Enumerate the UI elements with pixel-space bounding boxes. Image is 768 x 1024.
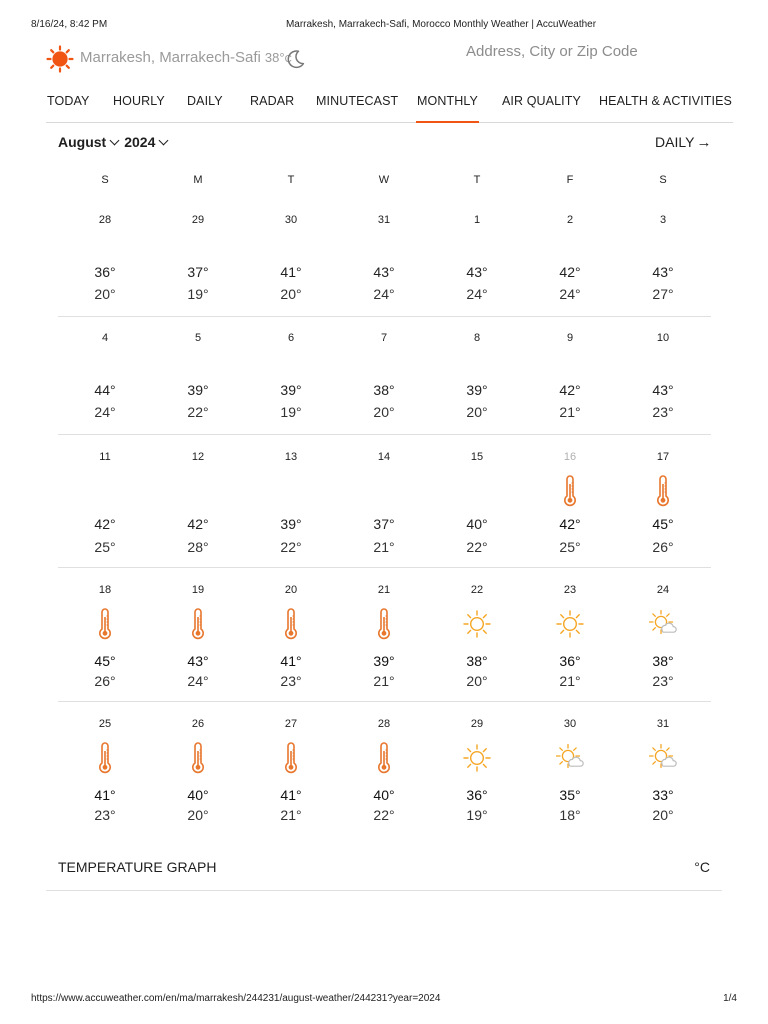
- print-page-number: 1/4: [723, 993, 737, 1004]
- calendar-day-cell[interactable]: [540, 214, 600, 316]
- tab-hourly[interactable]: HOURLY: [113, 94, 165, 108]
- main-nav: [46, 88, 733, 123]
- day-number: 26: [191, 718, 205, 730]
- day-number: 16: [563, 451, 577, 463]
- calendar-day-cell[interactable]: [447, 451, 507, 567]
- thermometer-icon: [91, 608, 119, 640]
- day-number: 18: [98, 584, 112, 596]
- calendar-day-cell[interactable]: [354, 451, 414, 567]
- chevron-down-icon: [159, 136, 169, 146]
- thermometer-icon: [184, 742, 212, 774]
- high-temperature: 39°: [373, 653, 395, 669]
- low-temperature: 21°: [280, 807, 302, 823]
- low-temperature: 20°: [373, 404, 395, 420]
- high-temperature: 38°: [466, 653, 488, 669]
- calendar-day-cell[interactable]: [540, 718, 600, 828]
- low-temperature: 22°: [466, 539, 488, 555]
- calendar-day-cell[interactable]: [75, 332, 135, 434]
- high-temperature: 37°: [187, 264, 209, 280]
- calendar-day-cell[interactable]: [354, 214, 414, 316]
- high-temperature: 40°: [466, 516, 488, 532]
- calendar-day-cell[interactable]: [633, 214, 693, 316]
- calendar-day-cell[interactable]: [447, 718, 507, 828]
- low-temperature: 21°: [373, 673, 395, 689]
- day-number: 21: [377, 584, 391, 596]
- low-temperature: 20°: [187, 807, 209, 823]
- high-temperature: 43°: [373, 264, 395, 280]
- high-temperature: 35°: [559, 787, 581, 803]
- day-number: 28: [377, 718, 391, 730]
- weekday-label: F: [566, 174, 574, 186]
- high-temperature: 42°: [559, 382, 581, 398]
- high-temperature: 40°: [373, 787, 395, 803]
- period-selector: [58, 134, 173, 150]
- calendar-day-cell[interactable]: [447, 214, 507, 316]
- low-temperature: 23°: [652, 673, 674, 689]
- weekday-label: W: [378, 174, 390, 186]
- tab-minutecast[interactable]: MINUTECAST: [316, 94, 399, 108]
- moon-icon: [284, 48, 306, 70]
- calendar-day-cell[interactable]: [354, 584, 414, 701]
- day-number: 13: [284, 451, 298, 463]
- arrow-right-icon: →: [696, 134, 712, 151]
- calendar-week-row: [58, 332, 711, 435]
- day-number: 29: [470, 718, 484, 730]
- low-temperature: 24°: [187, 673, 209, 689]
- high-temperature: 39°: [280, 516, 302, 532]
- day-number: 15: [470, 451, 484, 463]
- day-number: 14: [377, 451, 391, 463]
- calendar-day-cell[interactable]: [261, 584, 321, 701]
- low-temperature: 19°: [466, 807, 488, 823]
- temperature-graph-header: [46, 857, 722, 891]
- thermometer-icon: [184, 608, 212, 640]
- high-temperature: 37°: [373, 516, 395, 532]
- tab-daily[interactable]: DAILY: [187, 94, 223, 108]
- day-number: 27: [284, 718, 298, 730]
- high-temperature: 42°: [559, 264, 581, 280]
- tab-health-activities[interactable]: HEALTH & ACTIVITIES: [599, 94, 732, 108]
- high-temperature: 45°: [94, 653, 116, 669]
- day-number: 2: [566, 214, 574, 226]
- day-number: 9: [566, 332, 574, 344]
- high-temperature: 42°: [94, 516, 116, 532]
- calendar-day-cell[interactable]: [633, 718, 693, 828]
- high-temperature: 43°: [652, 382, 674, 398]
- sun-icon: [463, 742, 491, 774]
- calendar-day-cell[interactable]: [261, 332, 321, 434]
- weekday-label: S: [101, 174, 109, 186]
- day-number: 7: [380, 332, 388, 344]
- high-temperature: 36°: [559, 653, 581, 669]
- calendar-day-cell[interactable]: [354, 332, 414, 434]
- thermometer-icon: [556, 475, 584, 507]
- day-number: 17: [656, 451, 670, 463]
- day-number: 10: [656, 332, 670, 344]
- partly-cloudy-icon: [649, 742, 677, 774]
- chevron-down-icon: [110, 136, 120, 146]
- calendar-week-row: [58, 214, 711, 317]
- low-temperature: 20°: [94, 286, 116, 302]
- day-number: 31: [377, 214, 391, 226]
- calendar-day-cell[interactable]: [447, 332, 507, 434]
- tab-air-quality[interactable]: AIR QUALITY: [502, 94, 581, 108]
- low-temperature: 20°: [280, 286, 302, 302]
- sun-icon: [463, 608, 491, 640]
- low-temperature: 24°: [466, 286, 488, 302]
- tab-radar[interactable]: RADAR: [250, 94, 295, 108]
- calendar-day-cell[interactable]: [168, 718, 228, 828]
- day-number: 4: [101, 332, 109, 344]
- high-temperature: 38°: [373, 382, 395, 398]
- calendar-day-cell[interactable]: [633, 451, 693, 567]
- high-temperature: 36°: [466, 787, 488, 803]
- current-temperature: 38°C: [264, 50, 292, 65]
- calendar-day-cell[interactable]: [75, 718, 135, 828]
- day-number: 5: [194, 332, 202, 344]
- day-number: 28: [98, 214, 112, 226]
- sun-icon: [556, 608, 584, 640]
- thermometer-icon: [370, 742, 398, 774]
- location-name: Marrakesh, Marrakech-Safi: [80, 49, 261, 66]
- low-temperature: 21°: [559, 404, 581, 420]
- day-number: 11: [99, 451, 111, 463]
- weekday-label: S: [659, 174, 667, 186]
- calendar-day-cell[interactable]: [168, 584, 228, 701]
- high-temperature: 43°: [466, 264, 488, 280]
- day-number: 25: [98, 718, 112, 730]
- low-temperature: 24°: [559, 286, 581, 302]
- high-temperature: 43°: [187, 653, 209, 669]
- thermometer-icon: [370, 608, 398, 640]
- year-dropdown[interactable]: 2024: [124, 134, 173, 150]
- search-input[interactable]: [466, 40, 696, 62]
- day-number: 30: [284, 214, 298, 226]
- low-temperature: 23°: [94, 807, 116, 823]
- print-url: https://www.accuweather.com/en/ma/marrakesh/244231/august-weather/244231?year=2024: [31, 993, 441, 1004]
- low-temperature: 22°: [187, 404, 209, 420]
- high-temperature: 43°: [652, 264, 674, 280]
- print-datetime: 8/16/24, 8:42 PM: [31, 19, 108, 30]
- calendar-day-cell[interactable]: [168, 332, 228, 434]
- top-bar: [46, 40, 726, 80]
- low-temperature: 25°: [559, 539, 581, 555]
- location-title[interactable]: [80, 49, 292, 66]
- high-temperature: 41°: [280, 264, 302, 280]
- low-temperature: 20°: [466, 673, 488, 689]
- day-number: 23: [563, 584, 577, 596]
- low-temperature: 18°: [559, 807, 581, 823]
- high-temperature: 40°: [187, 787, 209, 803]
- high-temperature: 42°: [187, 516, 209, 532]
- high-temperature: 39°: [187, 382, 209, 398]
- high-temperature: 38°: [652, 653, 674, 669]
- calendar-day-cell[interactable]: [75, 451, 135, 567]
- calendar-day-cell[interactable]: [540, 584, 600, 701]
- calendar-day-cell[interactable]: [261, 451, 321, 567]
- calendar-day-cell[interactable]: [540, 332, 600, 434]
- temperature-graph-title: TEMPERATURE GRAPH: [58, 859, 217, 875]
- calendar-day-cell[interactable]: [75, 214, 135, 316]
- calendar-day-cell[interactable]: [261, 718, 321, 828]
- high-temperature: 41°: [280, 653, 302, 669]
- day-number: 24: [656, 584, 670, 596]
- sun-logo-icon[interactable]: [46, 45, 74, 73]
- day-number: 1: [473, 214, 481, 226]
- calendar-day-cell[interactable]: [261, 214, 321, 316]
- high-temperature: 42°: [559, 516, 581, 532]
- low-temperature: 21°: [373, 539, 395, 555]
- day-number: 8: [473, 332, 481, 344]
- thermometer-icon: [277, 742, 305, 774]
- temperature-unit-toggle[interactable]: °C: [694, 859, 710, 875]
- thermometer-icon: [649, 475, 677, 507]
- weekday-header: [58, 174, 710, 188]
- low-temperature: 27°: [652, 286, 674, 302]
- partly-cloudy-icon: [649, 608, 677, 640]
- thermometer-icon: [91, 742, 119, 774]
- calendar-week-row: [58, 718, 711, 828]
- day-number: 20: [284, 584, 298, 596]
- low-temperature: 25°: [94, 539, 116, 555]
- month-dropdown[interactable]: August: [58, 134, 124, 150]
- low-temperature: 26°: [94, 673, 116, 689]
- calendar-day-cell[interactable]: [168, 214, 228, 316]
- weekday-label: T: [473, 174, 481, 186]
- tab-today[interactable]: TODAY: [47, 94, 90, 108]
- calendar-week-row: [58, 584, 711, 702]
- print-header: [0, 19, 768, 33]
- calendar-day-cell[interactable]: [75, 584, 135, 701]
- print-footer: [0, 993, 768, 1007]
- daily-link[interactable]: DAILY →: [655, 134, 712, 151]
- day-number: 6: [287, 332, 295, 344]
- calendar-day-cell[interactable]: [540, 451, 600, 567]
- day-number: 22: [470, 584, 484, 596]
- day-number: 31: [656, 718, 670, 730]
- calendar-day-cell[interactable]: [633, 584, 693, 701]
- weekday-label: M: [193, 174, 203, 186]
- high-temperature: 45°: [652, 516, 674, 532]
- calendar-day-cell[interactable]: [447, 584, 507, 701]
- high-temperature: 39°: [466, 382, 488, 398]
- high-temperature: 44°: [94, 382, 116, 398]
- low-temperature: 22°: [280, 539, 302, 555]
- day-number: 19: [191, 584, 205, 596]
- thermometer-icon: [277, 608, 305, 640]
- low-temperature: 19°: [280, 404, 302, 420]
- low-temperature: 21°: [559, 673, 581, 689]
- high-temperature: 39°: [280, 382, 302, 398]
- tab-monthly[interactable]: MONTHLY: [417, 94, 478, 108]
- high-temperature: 41°: [280, 787, 302, 803]
- day-number: 3: [659, 214, 667, 226]
- low-temperature: 26°: [652, 539, 674, 555]
- high-temperature: 41°: [94, 787, 116, 803]
- low-temperature: 19°: [187, 286, 209, 302]
- calendar-day-cell[interactable]: [633, 332, 693, 434]
- high-temperature: 36°: [94, 264, 116, 280]
- day-number: 12: [191, 451, 205, 463]
- low-temperature: 24°: [94, 404, 116, 420]
- low-temperature: 20°: [652, 807, 674, 823]
- day-number: 30: [563, 718, 577, 730]
- weekday-label: T: [287, 174, 295, 186]
- high-temperature: 33°: [652, 787, 674, 803]
- calendar-day-cell[interactable]: [168, 451, 228, 567]
- day-number: 29: [191, 214, 205, 226]
- low-temperature: 24°: [373, 286, 395, 302]
- low-temperature: 22°: [373, 807, 395, 823]
- partly-cloudy-icon: [556, 742, 584, 774]
- calendar-day-cell[interactable]: [354, 718, 414, 828]
- calendar-week-row: [58, 451, 711, 568]
- low-temperature: 20°: [466, 404, 488, 420]
- print-page-title: Marrakesh, Marrakech-Safi, Morocco Monthly Weather | AccuWeather: [285, 19, 597, 30]
- low-temperature: 23°: [280, 673, 302, 689]
- low-temperature: 23°: [652, 404, 674, 420]
- low-temperature: 28°: [187, 539, 209, 555]
